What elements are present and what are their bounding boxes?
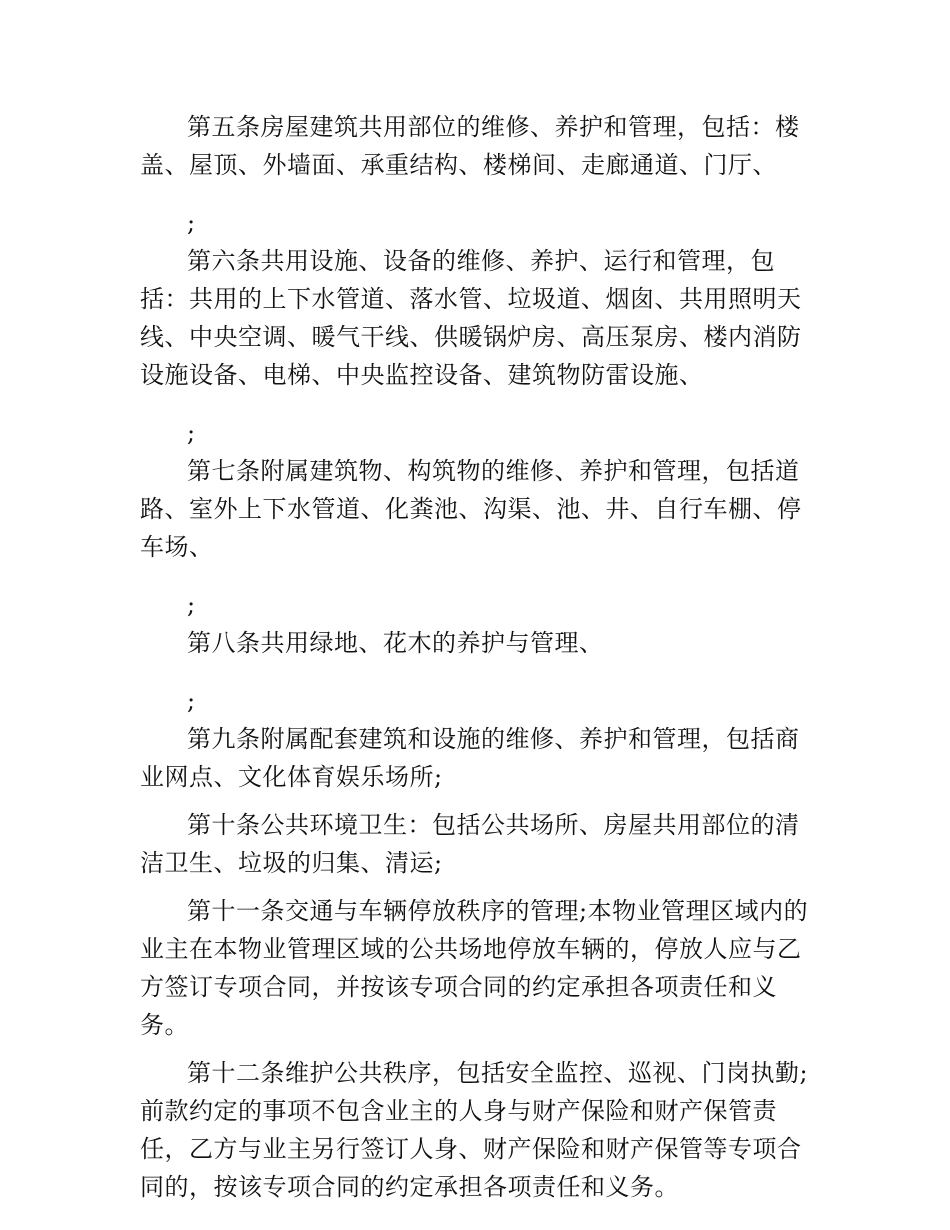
- paragraph-separator: ;: [187, 209, 196, 237]
- paragraph-article-8: 第八条共用绿地、花木的养护与管理、: [187, 629, 604, 657]
- paragraph-separator: ;: [187, 419, 196, 447]
- paragraph-article-5: 第五条房屋建筑共用部位的维修、养护和管理，包括：楼盖、屋顶、外墙面、承重结构、楼梯间、走廊通道、门厅、: [140, 113, 800, 179]
- paragraph-article-9: 第九条附属配套建筑和设施的维修、养护和管理，包括商业网点、文化体育娱乐场所;: [140, 725, 800, 791]
- paragraph-separator: ;: [187, 687, 196, 715]
- paragraph-article-11: 第十一条交通与车辆停放秩序的管理;本物业管理区域内的业主在本物业管理区域的公共场地停放车辆的，停放人应与乙方签订专项合同，并按该专项合同的约定承担各项责任和义务。: [140, 897, 809, 1039]
- paragraph-article-6: 第六条共用设施、设备的维修、养护、运行和管理，包括：共用的上下水管道、落水管、垃圾道、烟囱、共用照明天线、中央空调、暖气干线、供暖锅炉房、高压泵房、楼内消防设施设备、电梯、中央监控设备、建筑物防雷设施、: [140, 247, 802, 389]
- document-body: [140, 108, 820, 1206]
- paragraph-article-7: 第七条附属建筑物、构筑物的维修、养护和管理，包括道路、室外上下水管道、化粪池、沟渠、池、井、自行车棚、停车场、: [140, 457, 802, 561]
- paragraph-article-10: 第十条公共环境卫生：包括公共场所、房屋共用部位的清洁卫生、垃圾的归集、清运;: [140, 811, 800, 877]
- paragraph-article-12: 第十二条维护公共秩序，包括安全监控、巡视、门岗执勤;前款约定的事项不包含业主的人身与财产保险和财产保管责任，乙方与业主另行签订人身、财产保险和财产保管等专项合同的，按该专项合同的约定承担各项责任和义务。: [140, 1059, 809, 1201]
- paragraph-separator: ;: [187, 591, 196, 619]
